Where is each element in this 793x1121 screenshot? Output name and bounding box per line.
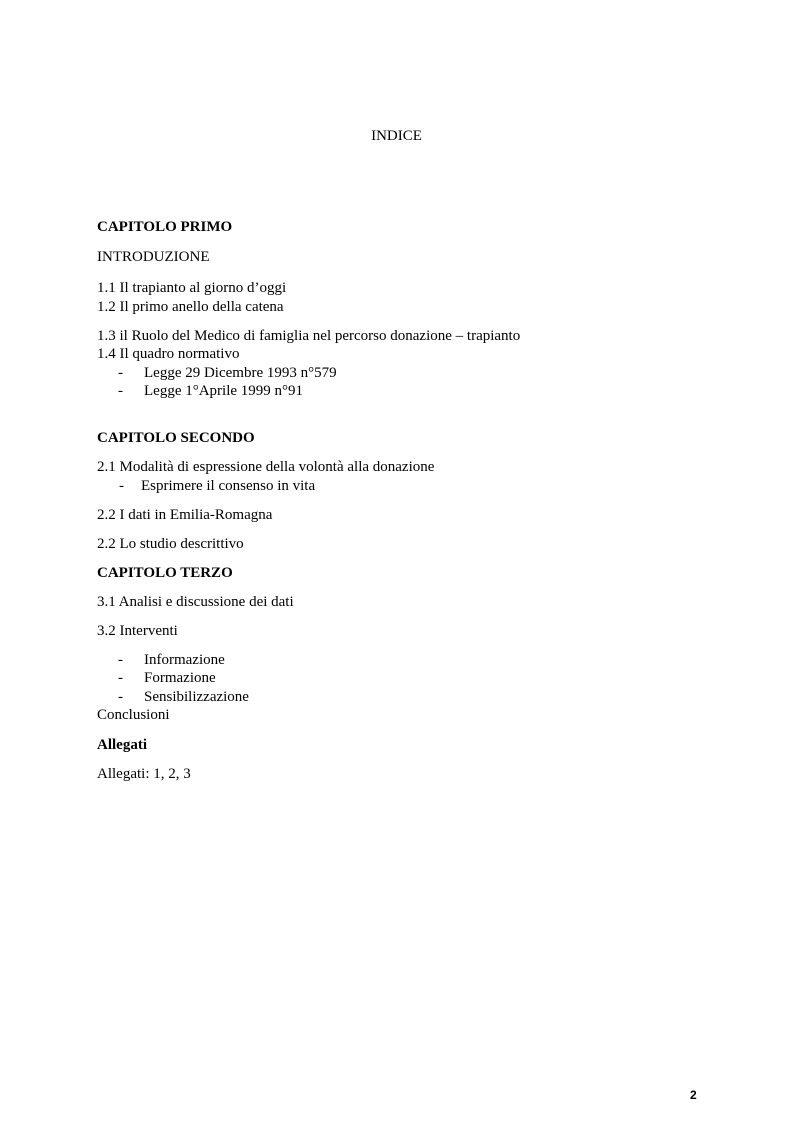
page-number: 2 [690, 1088, 697, 1102]
dash-bullet: - [118, 670, 123, 686]
intervention-training: Formazione [144, 670, 216, 686]
dash-bullet: - [118, 689, 123, 705]
intervention-information: Informazione [144, 652, 225, 668]
section-1-1: 1.1 Il trapianto al giorno d’oggi [97, 280, 287, 296]
intervention-awareness: Sensibilizzazione [144, 689, 249, 705]
law-1999: Legge 1°Aprile 1999 n°91 [144, 383, 304, 399]
dash-bullet: - [118, 383, 123, 399]
dash-bullet: - [118, 365, 123, 381]
section-3-2: 3.2 Interventi [97, 623, 178, 639]
section-1-2: 1.2 Il primo anello della catena [97, 299, 284, 315]
dash-bullet: - [118, 652, 123, 668]
attachments-list: Allegati: 1, 2, 3 [97, 766, 191, 782]
section-2-2-data: 2.2 I dati in Emilia-Romagna [97, 507, 273, 523]
section-1-3: 1.3 il Ruolo del Medico di famiglia nel percorso donazione – trapianto [97, 328, 521, 344]
chapter-1-heading: CAPITOLO PRIMO [97, 219, 233, 235]
consent-in-life: Esprimere il consenso in vita [141, 478, 316, 494]
introduction-entry: INTRODUZIONE [97, 249, 210, 265]
chapter-3-heading: CAPITOLO TERZO [97, 565, 233, 581]
law-1993: Legge 29 Dicembre 1993 n°579 [144, 365, 337, 381]
dash-bullet: - [119, 478, 124, 494]
section-1-4: 1.4 Il quadro normativo [97, 346, 240, 362]
section-3-1: 3.1 Analisi e discussione dei dati [97, 594, 294, 610]
chapter-2-heading: CAPITOLO SECONDO [97, 430, 255, 446]
attachments-heading: Allegati [97, 737, 147, 753]
conclusions-entry: Conclusioni [97, 707, 170, 723]
section-2-1: 2.1 Modalità di espressione della volontà alla donazione [97, 459, 435, 475]
page-title: INDICE [371, 128, 422, 144]
section-2-2-study: 2.2 Lo studio descrittivo [97, 536, 244, 552]
